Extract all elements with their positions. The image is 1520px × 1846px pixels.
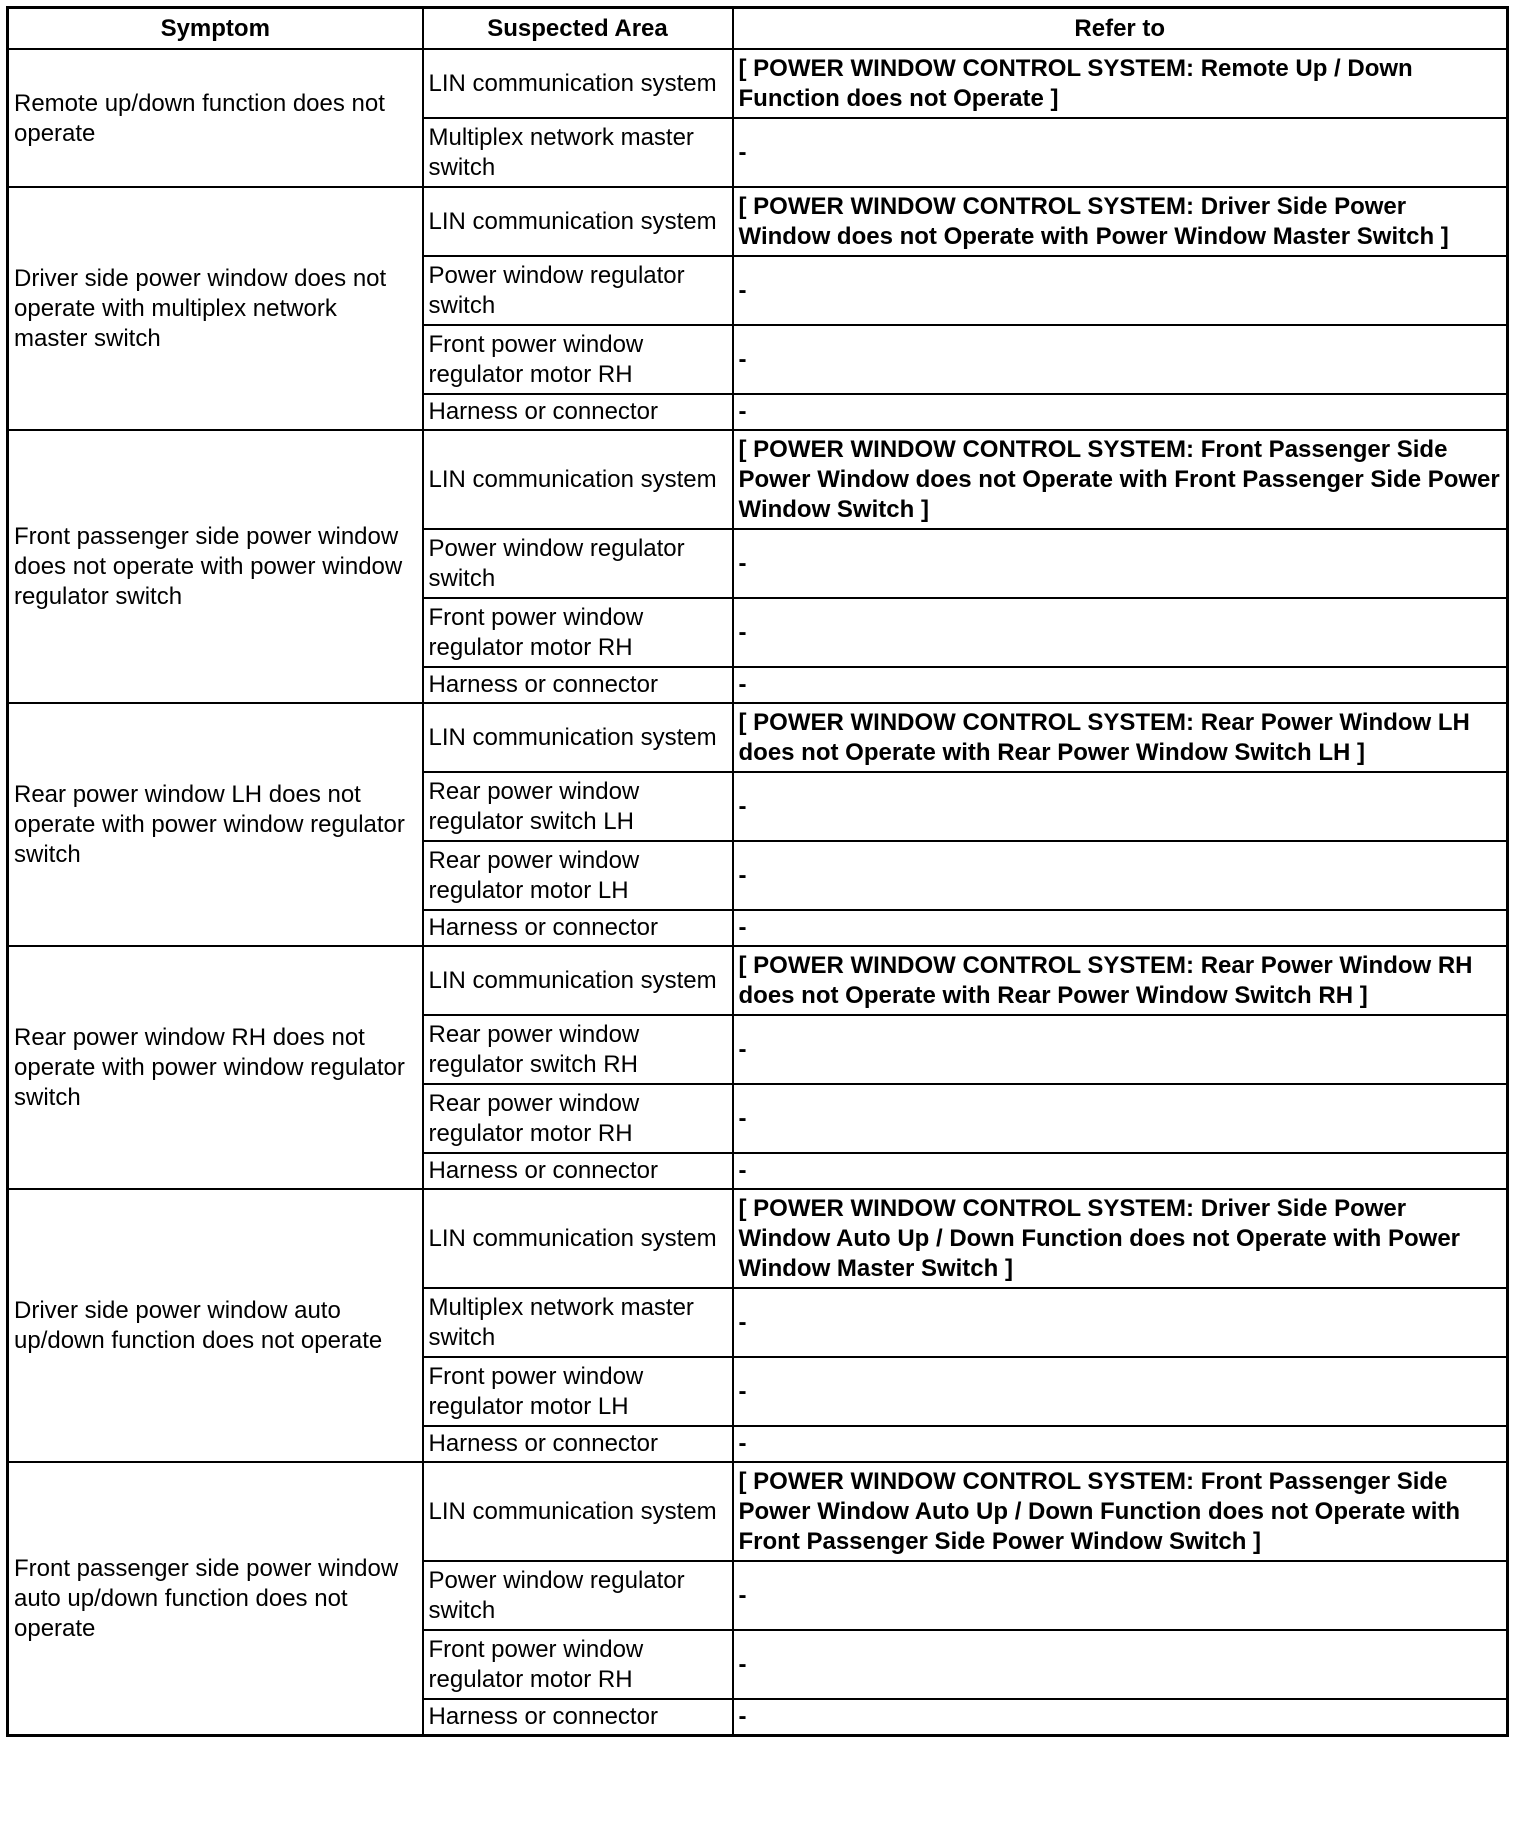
refer-to-cell: - [733,1561,1508,1630]
suspected-area-cell: Front power window regulator motor RH [423,598,733,667]
refer-to-link[interactable]: [ POWER WINDOW CONTROL SYSTEM: Front Passenger Side Power Window Auto Up / Down Function does not Operate with Front Passenger Side Power Window Switch ] [733,1462,1508,1561]
suspected-area-cell: Rear power window regulator switch RH [423,1015,733,1084]
suspected-area-cell: LIN communication system [423,1462,733,1561]
suspected-area-cell: Multiplex network master switch [423,1288,733,1357]
refer-to-cell: - [733,1630,1508,1699]
refer-to-cell: - [733,325,1508,394]
table-row [8,49,1508,118]
header-refer-to: Refer to [733,8,1508,50]
suspected-area-cell: Rear power window regulator motor RH [423,1084,733,1153]
suspected-area-cell: Front power window regulator motor LH [423,1357,733,1426]
diagnosis-table [6,6,1509,1737]
suspected-area-cell: Front power window regulator motor RH [423,325,733,394]
refer-to-cell: - [733,667,1508,703]
table-row [8,1462,1508,1561]
refer-to-link[interactable]: [ POWER WINDOW CONTROL SYSTEM: Front Passenger Side Power Window does not Operate with Front Passenger Side Power Window Switch ] [733,430,1508,529]
refer-to-cell: - [733,910,1508,946]
symptom-cell: Driver side power window does not operate with multiplex network master switch [8,187,423,430]
refer-to-link[interactable]: [ POWER WINDOW CONTROL SYSTEM: Rear Power Window RH does not Operate with Rear Power Window Switch RH ] [733,946,1508,1015]
refer-to-link[interactable]: [ POWER WINDOW CONTROL SYSTEM: Rear Power Window LH does not Operate with Rear Power Window Switch LH ] [733,703,1508,772]
refer-to-cell: - [733,529,1508,598]
suspected-area-cell: Power window regulator switch [423,1561,733,1630]
suspected-area-cell: Rear power window regulator switch LH [423,772,733,841]
suspected-area-cell: Multiplex network master switch [423,118,733,187]
table-body [8,49,1508,1736]
suspected-area-cell: LIN communication system [423,1189,733,1288]
suspected-area-cell: Harness or connector [423,910,733,946]
table-row [8,946,1508,1015]
header-suspected-area: Suspected Area [423,8,733,50]
symptom-cell: Rear power window LH does not operate with power window regulator switch [8,703,423,946]
refer-to-cell: - [733,1699,1508,1736]
refer-to-cell: - [733,394,1508,430]
suspected-area-cell: LIN communication system [423,187,733,256]
refer-to-cell: - [733,1357,1508,1426]
suspected-area-cell: Rear power window regulator motor LH [423,841,733,910]
suspected-area-cell: Power window regulator switch [423,256,733,325]
refer-to-cell: - [733,256,1508,325]
refer-to-cell: - [733,841,1508,910]
suspected-area-cell: Power window regulator switch [423,529,733,598]
refer-to-link[interactable]: [ POWER WINDOW CONTROL SYSTEM: Driver Side Power Window Auto Up / Down Function does not Operate with Power Window Master Switch ] [733,1189,1508,1288]
suspected-area-cell: Front power window regulator motor RH [423,1630,733,1699]
suspected-area-cell: Harness or connector [423,667,733,703]
table-row [8,703,1508,772]
refer-to-cell: - [733,1288,1508,1357]
refer-to-cell: - [733,1426,1508,1462]
suspected-area-cell: Harness or connector [423,1153,733,1189]
suspected-area-cell: LIN communication system [423,703,733,772]
header-symptom: Symptom [8,8,423,50]
refer-to-cell: - [733,118,1508,187]
refer-to-link[interactable]: [ POWER WINDOW CONTROL SYSTEM: Driver Side Power Window does not Operate with Power Window Master Switch ] [733,187,1508,256]
refer-to-cell: - [733,1015,1508,1084]
suspected-area-cell: LIN communication system [423,49,733,118]
header-row [8,8,1508,50]
symptom-cell: Front passenger side power window does not operate with power window regulator switch [8,430,423,703]
symptom-cell: Remote up/down function does not operate [8,49,423,187]
suspected-area-cell: Harness or connector [423,1699,733,1736]
table-row [8,187,1508,256]
table-row [8,430,1508,529]
symptom-cell: Front passenger side power window auto up/down function does not operate [8,1462,423,1736]
suspected-area-cell: Harness or connector [423,394,733,430]
suspected-area-cell: LIN communication system [423,946,733,1015]
table-row [8,1189,1508,1288]
symptom-cell: Driver side power window auto up/down function does not operate [8,1189,423,1462]
refer-to-cell: - [733,1084,1508,1153]
refer-to-cell: - [733,772,1508,841]
refer-to-link[interactable]: [ POWER WINDOW CONTROL SYSTEM: Remote Up / Down Function does not Operate ] [733,49,1508,118]
suspected-area-cell: LIN communication system [423,430,733,529]
suspected-area-cell: Harness or connector [423,1426,733,1462]
refer-to-cell: - [733,1153,1508,1189]
refer-to-cell: - [733,598,1508,667]
symptom-cell: Rear power window RH does not operate with power window regulator switch [8,946,423,1189]
